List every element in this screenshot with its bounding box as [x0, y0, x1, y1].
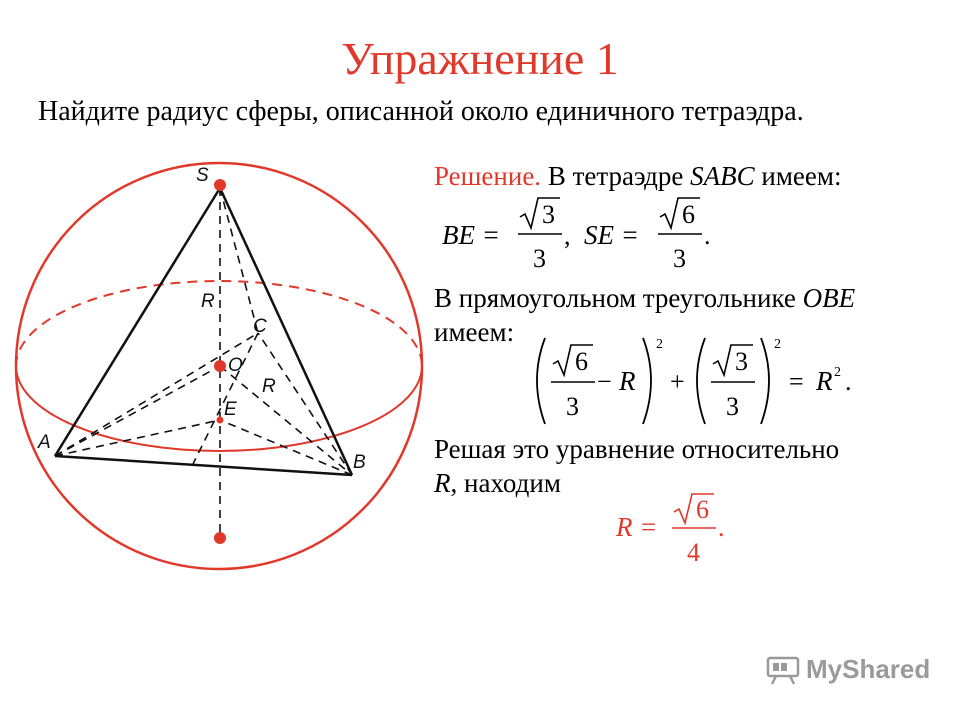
- solution-label: Решение.: [434, 161, 542, 191]
- point-bottom: [214, 532, 226, 544]
- segment-AO: [55, 366, 220, 456]
- sphere-equator-back: [16, 281, 422, 366]
- eq-R: R: [619, 366, 636, 396]
- label-O: O: [228, 355, 243, 376]
- edge-AC: [55, 333, 258, 456]
- logo-text: MyShared: [806, 654, 931, 684]
- line2-text: В прямоугольном треугольнике: [434, 283, 803, 313]
- solving-line: Решая это уравнение относительно: [434, 434, 840, 464]
- eq-den2: 3: [726, 392, 739, 421]
- ans-root: 6: [696, 495, 709, 524]
- eq-rhs: R: [816, 366, 833, 396]
- se-lhs: SE =: [584, 220, 639, 250]
- label-R-upper: R: [201, 291, 215, 312]
- formula-be-se: [430, 192, 730, 274]
- edge-AB: [55, 456, 352, 475]
- paren-open-1: [537, 338, 545, 424]
- point-S: [214, 179, 226, 191]
- solution-intro-text: В тетраэдре: [541, 161, 691, 191]
- paren-close-1: [643, 338, 651, 424]
- task-statement: Найдите радиус сферы, описанной около единичного тетраэдра.: [38, 96, 804, 127]
- edge-SA: [55, 188, 220, 456]
- variable-R: R: [434, 468, 451, 498]
- comma: ,: [564, 221, 571, 250]
- edge-SB: [220, 188, 352, 475]
- finding-line: [434, 466, 561, 500]
- point-E: [217, 417, 224, 424]
- ans-den: 4: [687, 538, 700, 567]
- eq-exp1: 2: [656, 337, 663, 352]
- point-O: [214, 360, 226, 372]
- eq-exp2: 2: [774, 337, 781, 352]
- eq-den1: 3: [566, 392, 579, 421]
- se-den: 3: [673, 244, 686, 273]
- label-S: S: [196, 165, 209, 186]
- be-den: 3: [533, 244, 546, 273]
- se-root: 6: [682, 200, 695, 229]
- slide-title: Упражнение 1: [341, 33, 619, 84]
- tetrahedron-name: SABC: [690, 161, 755, 191]
- solution-intro: [434, 161, 841, 192]
- eq-root2: 3: [735, 347, 748, 376]
- projector-icon: [766, 655, 800, 685]
- solution-intro-end: имеем:: [754, 161, 842, 191]
- eq-root1: 6: [575, 347, 588, 376]
- paren-close-2: [761, 338, 769, 424]
- equals-sign: =: [789, 367, 804, 396]
- label-B: B: [353, 452, 366, 473]
- minus-sign: −: [597, 367, 612, 396]
- period: .: [704, 221, 711, 250]
- plus-sign: +: [670, 367, 685, 396]
- label-E: E: [224, 399, 237, 420]
- paren-open-2: [697, 338, 705, 424]
- ans-lhs: R =: [616, 512, 658, 542]
- edge-BC: [258, 333, 352, 475]
- ans-period: .: [718, 513, 725, 542]
- triangle-name: OBE: [802, 283, 856, 313]
- myshared-logo: [766, 654, 930, 685]
- equation-obe: [525, 332, 870, 432]
- right-triangle-line: [434, 281, 855, 315]
- label-A: A: [38, 432, 51, 453]
- be-root: 3: [542, 200, 555, 229]
- answer-formula: [612, 492, 742, 572]
- line3: имеем:: [434, 317, 515, 347]
- eq-rhs-exp: 2: [834, 365, 841, 380]
- finding-text: , находим: [450, 468, 561, 498]
- label-C: C: [253, 316, 267, 337]
- eq-period: .: [845, 367, 852, 396]
- sphere-equator-front: [16, 366, 422, 451]
- segment-OB: [220, 366, 352, 475]
- label-R-lower: R: [262, 376, 276, 397]
- be-lhs: BE =: [442, 220, 500, 250]
